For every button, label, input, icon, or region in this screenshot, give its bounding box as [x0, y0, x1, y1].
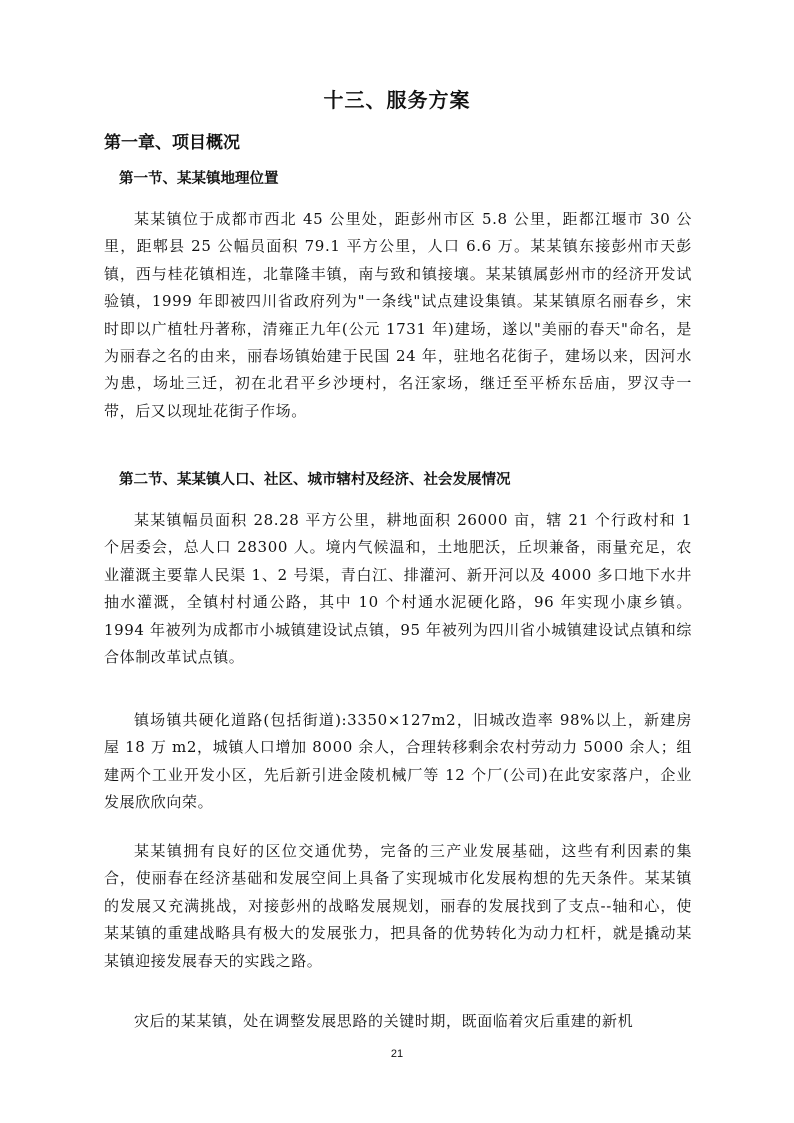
document-title: 十三、服务方案 [323, 88, 471, 112]
paragraph-post-disaster: 灾后的某某镇，处在调整发展思路的关键时期，既面临着灾后重建的新机 [134, 1012, 634, 1030]
paragraph-roads: 镇场镇共硬化道路(包括街道):3350×127m2，旧城改造率 98%以上，新建房屋 18 万 m2，城镇人口增加 8000 余人，合理转移剩余农村劳动力 5000 余人；组建两个工业开发小区，先后新引进金陵机械厂等 12 个厂(公司)在此安家落户，企业发展欣欣向荣。 [104, 711, 692, 812]
chapter-heading: 第一章、项目概况 [104, 133, 240, 153]
section-heading-population: 第二节、某某镇人口、社区、城市辖村及经济、社会发展情况 [119, 472, 511, 488]
paragraph-geography: 某某镇位于成都市西北 45 公里处，距彭州市区 5.8 公里，距都江堰市 30 公里，距郫县 25 公幅员面积 79.1 平方公里，人口 6.6 万。某某镇东接彭州市天彭镇，西与桂花镇相连，北靠隆丰镇，南与致和镇接壤。某某镇属彭州市的经济开发试验镇，1999 年即被四川省政府列为"一条线"试点建设集镇。某某镇原名丽春乡，宋时即以广植牡丹著称，清雍正九年(公元 1731 年)建场，遂以"美丽的春天"命名，是为丽春之名的由来，丽春场镇始建于民国 24 年，驻地名花街子，建场以来，因河水为患，场址三迁，初在北君平乡沙埂村，名汪家场，继迁至平桥东岳庙，罗汉寺一带，后又以现址花街子作场。 [104, 210, 692, 420]
page-number: 21 [390, 1048, 404, 1060]
paragraph-population: 某某镇幅员面积 28.28 平方公里，耕地面积 26000 亩，辖 21 个行政村和 1 个居委会，总人口 28300 人。境内气候温和，土地肥沃，丘坝兼备，雨量充足，农业灌溉主要靠人民渠 1、2 号渠，青白江、排灌河、新开河以及 4000 多口地下水井抽水灌溉，全镇村村通公路，其中 10 个村通水泥硬化路，96 年实现小康乡镇。1994 年被列为成都市小城镇建设试点镇，95 年被列为四川省小城镇建设试点镇和综合体制改革试点镇。 [104, 511, 692, 667]
section-heading-geography: 第一节、某某镇地理位置 [119, 171, 279, 187]
paragraph-advantages: 某某镇拥有良好的区位交通优势，完备的三产业发展基础，这些有利因素的集合，使丽春在经济基础和发展空间上具备了实现城市化发展构想的先天条件。某某镇的发展又充满挑战，对接彭州的战略发展规划，丽春的发展找到了支点--轴和心，使某某镇的重建战略具有极大的发展张力，把具备的优势转化为动力杠杆，就是撬动某某镇迎接发展春天的实践之路。 [104, 842, 692, 970]
